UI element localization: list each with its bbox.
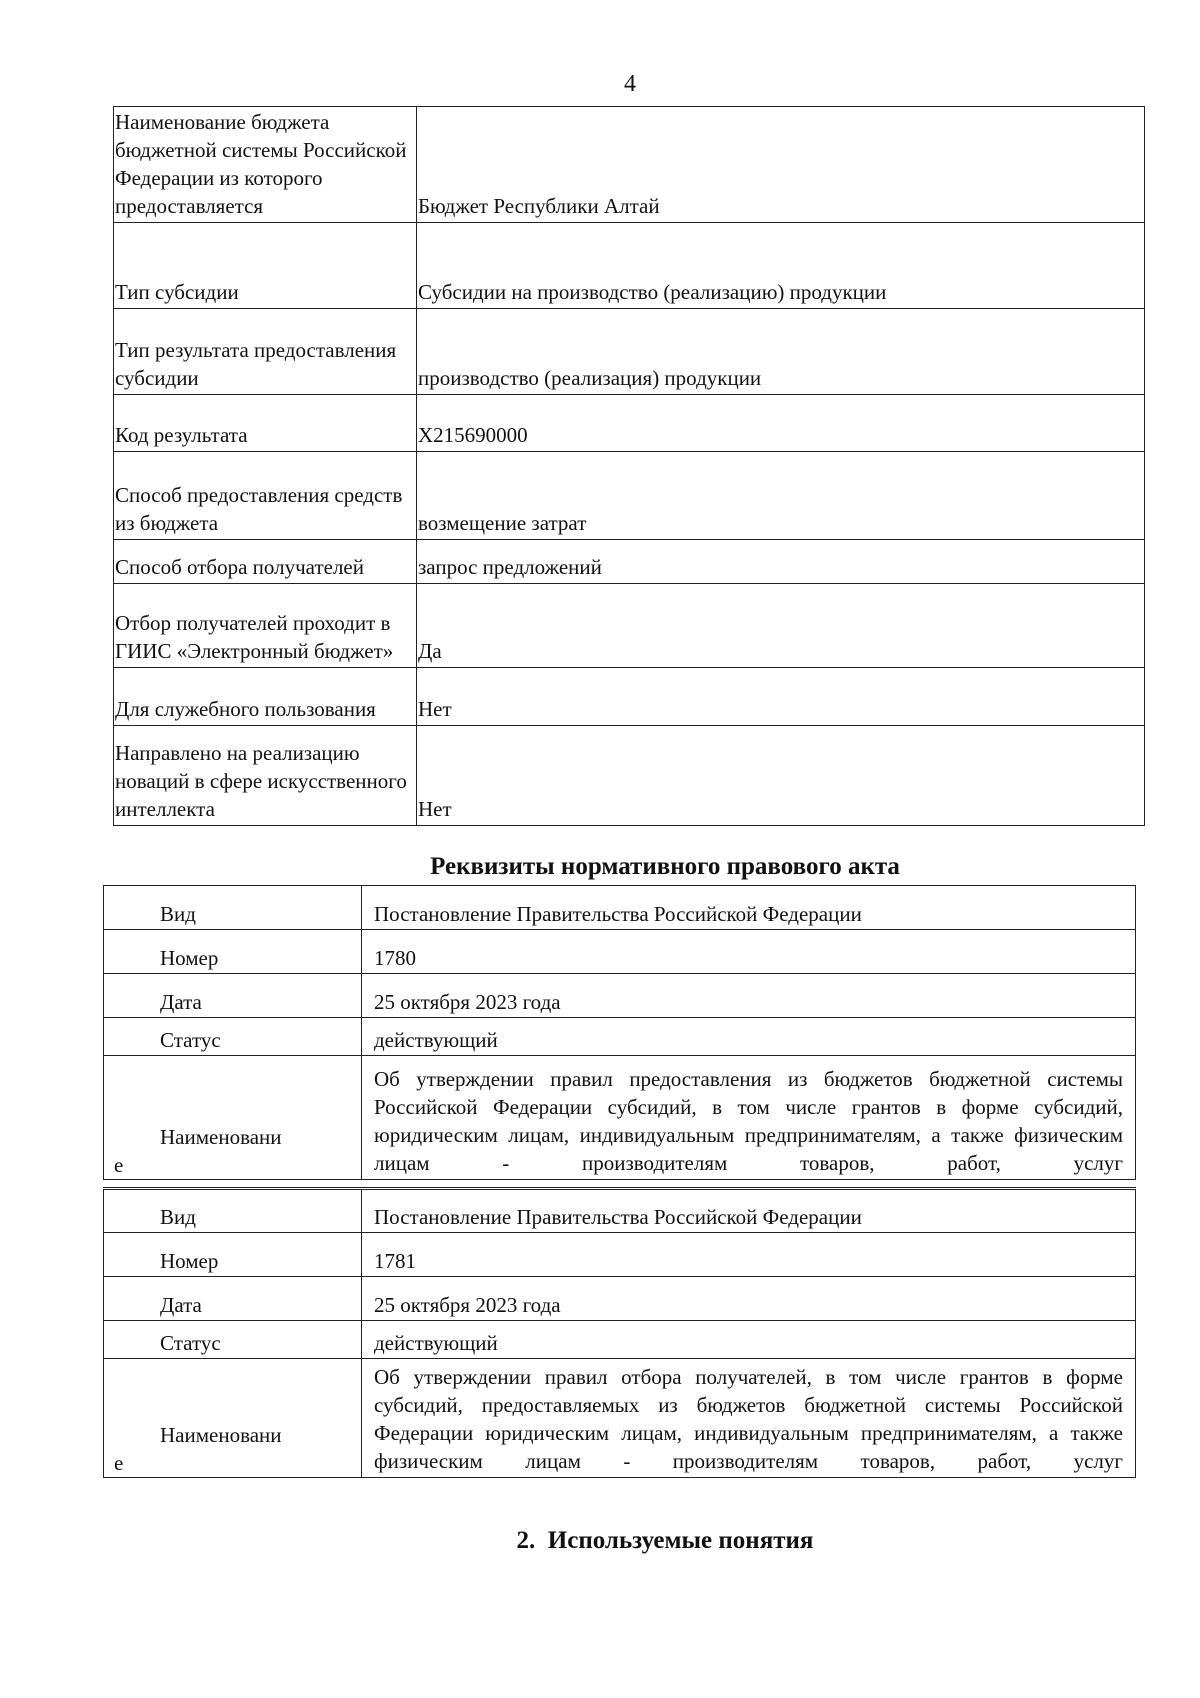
act-number-value: 1780 <box>362 930 1136 974</box>
param-label: Тип результата предоставления субсидии <box>114 309 417 395</box>
act-date-value: 25 октября 2023 года <box>362 974 1136 1018</box>
act-number-label: Номер <box>104 930 362 974</box>
legal-act-table-2 <box>103 1187 1136 1478</box>
table-row <box>104 1018 1136 1056</box>
act-date-value: 25 октября 2023 года <box>362 1277 1136 1321</box>
page-number: 4 <box>624 71 636 97</box>
act-name-value: Об утверждении правил отбора получателей, в том числе грантов в форме субсидий, предоставляемых из бюджетов бюджетной системы Российской Федерации юридическим лицам, индивидуальным предпринимателям, а также физическим лицам - производителям товаров, работ, услуг <box>362 1359 1136 1478</box>
table-row <box>114 668 1145 726</box>
act-name-value: Об утверждении правил предоставления из бюджетов бюджетной системы Российской Федерации субсидий, в том числе грантов в форме субсидий, юридическим лицам, индивидуальным предпринимателям, а также физическим лицам - производителям товаров, работ, услуг <box>362 1056 1136 1180</box>
param-value: Бюджет Республики Алтай <box>417 107 1145 223</box>
param-value: возмещение затрат <box>417 452 1145 540</box>
act-date-label: Дата <box>104 974 362 1018</box>
param-label: Для служебного пользования <box>114 668 417 726</box>
act-kind-label: Вид <box>104 1189 362 1233</box>
table-row <box>104 974 1136 1018</box>
param-label: Наименование бюджета бюджетной системы Российской Федерации из которого предоставляется <box>114 107 417 223</box>
param-value: Субсидии на производство (реализацию) продукции <box>417 223 1145 309</box>
param-value: X215690000 <box>417 395 1145 452</box>
table-row <box>104 930 1136 974</box>
param-label: Тип субсидии <box>114 223 417 309</box>
section-heading-concepts: 2. Используемые понятия <box>516 1527 814 1554</box>
table-row <box>104 1056 1136 1180</box>
act-kind-value: Постановление Правительства Российской Федерации <box>362 886 1136 930</box>
param-label: Способ предоставления средств из бюджета <box>114 452 417 540</box>
act-status-value: действующий <box>362 1321 1136 1359</box>
act-date-label: Дата <box>104 1277 362 1321</box>
act-kind-value: Постановление Правительства Российской Федерации <box>362 1189 1136 1233</box>
act-name-label-part1: Наименовани <box>160 1125 282 1149</box>
table-row <box>114 540 1145 584</box>
table-row <box>114 726 1145 826</box>
param-label: Отбор получателей проходит в ГИИС «Электронный бюджет» <box>114 584 417 668</box>
param-value: Нет <box>417 726 1145 826</box>
param-label: Способ отбора получателей <box>114 540 417 584</box>
table-row <box>104 1189 1136 1233</box>
table-row <box>104 1359 1136 1478</box>
param-value: производство (реализация) продукции <box>417 309 1145 395</box>
table-row <box>114 395 1145 452</box>
table-row <box>114 584 1145 668</box>
act-kind-label: Вид <box>104 886 362 930</box>
act-name-label-part2: е <box>114 1153 124 1177</box>
table-row <box>114 107 1145 223</box>
act-status-label: Статус <box>104 1018 362 1056</box>
table-row <box>104 1321 1136 1359</box>
table-row <box>104 1277 1136 1321</box>
act-name-label-part2: е <box>114 1451 124 1475</box>
table-row <box>114 223 1145 309</box>
act-status-label: Статус <box>104 1321 362 1359</box>
param-label: Код результата <box>114 395 417 452</box>
param-value: Нет <box>417 668 1145 726</box>
act-details-heading: Реквизиты нормативного правового акта <box>430 853 900 880</box>
act-number-value: 1781 <box>362 1233 1136 1277</box>
subsidy-parameters-table <box>113 106 1145 826</box>
param-value: Да <box>417 584 1145 668</box>
table-row <box>114 309 1145 395</box>
act-name-label <box>104 1056 362 1180</box>
act-name-label-part1: Наименовани <box>160 1423 282 1447</box>
legal-act-table-1 <box>103 885 1136 1180</box>
table-row <box>104 1233 1136 1277</box>
act-name-label <box>104 1359 362 1478</box>
table-row <box>104 886 1136 930</box>
param-label: Направлено на реализацию новаций в сфере искусственного интеллекта <box>114 726 417 826</box>
table-row <box>114 452 1145 540</box>
act-number-label: Номер <box>104 1233 362 1277</box>
param-value: запрос предложений <box>417 540 1145 584</box>
act-status-value: действующий <box>362 1018 1136 1056</box>
